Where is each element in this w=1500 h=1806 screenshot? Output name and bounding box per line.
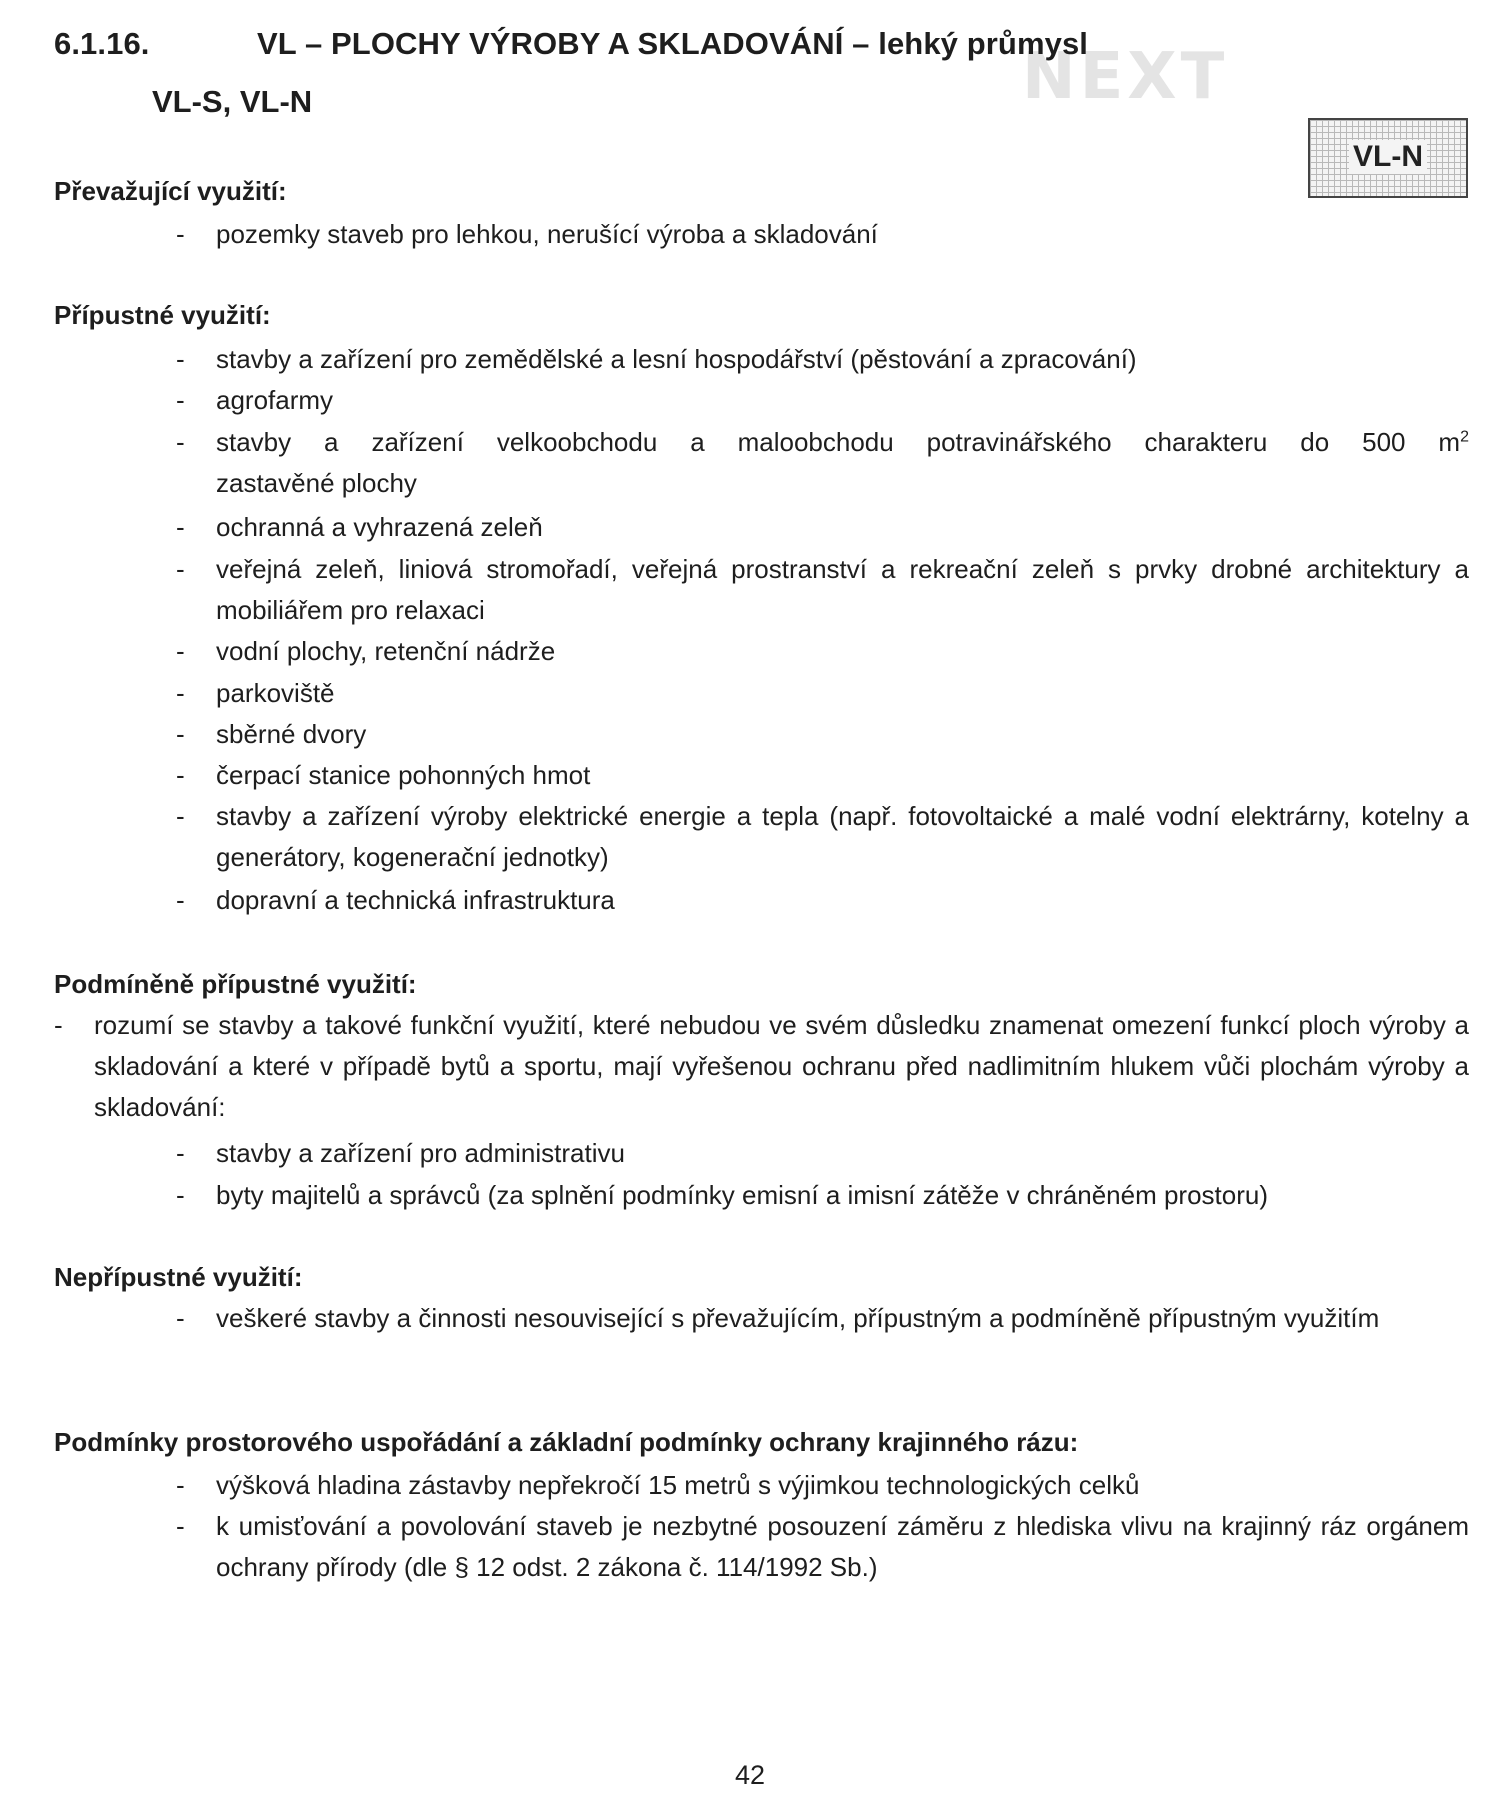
zone-code-label: VL-N bbox=[1349, 140, 1427, 174]
heading-podminene: Podmíněně přípustné využití: bbox=[54, 969, 417, 999]
list-item: - vodní plochy, retenční nádrže bbox=[176, 631, 1469, 672]
section-title: VL – PLOCHY VÝROBY A SKLADOVÁNÍ – lehký průmysl bbox=[257, 26, 1089, 61]
bullet: - bbox=[176, 1511, 185, 1541]
bullet: - bbox=[176, 760, 185, 790]
section-subheading: VL-S, VL-N bbox=[152, 84, 313, 119]
bullet: - bbox=[176, 885, 185, 915]
heading-podminky: Podmínky prostorového uspořádání a základní podmínky ochrany krajinného rázu: bbox=[54, 1427, 1079, 1457]
bullet: - bbox=[176, 801, 185, 831]
list-item: - rozumí se stavby a takové funkční využití, které nebudou ve svém důsledku znamenat omezení funkcí ploch výroby a skladování a které v případě bytů a sportu, mají vyřešenou ochranu před nadlimitním hlukem vůči plochám výroby a skladování: bbox=[54, 1005, 1469, 1128]
page-number: 42 bbox=[734, 1760, 766, 1790]
bullet: - bbox=[176, 344, 185, 374]
list-item: - k umisťování a povolování staveb je nezbytné posouzení záměru z hlediska vlivu na krajinný ráz orgánem ochrany přírody (dle § 12 odst. 2 zákona č. 114/1992 Sb.) bbox=[176, 1506, 1469, 1588]
list-item: - pozemky staveb pro lehkou, nerušící výroba a skladování bbox=[176, 214, 1469, 255]
heading-nepripustne: Nepřípustné využití: bbox=[54, 1262, 303, 1292]
bullet: - bbox=[176, 427, 185, 457]
list-item: - stavby a zařízení pro zemědělské a lesní hospodářství (pěstování a zpracování) bbox=[176, 339, 1469, 380]
zone-code-box bbox=[1308, 118, 1468, 198]
list-item: - stavby a zařízení pro administrativu bbox=[176, 1133, 1469, 1174]
list-item: - byty majitelů a správců (za splnění podmínky emisní a imisní zátěže v chráněném prostoru) bbox=[176, 1175, 1469, 1216]
list-item: - sběrné dvory bbox=[176, 714, 1469, 755]
list-item: - ochranná a vyhrazená zeleň bbox=[176, 507, 1469, 548]
bullet: - bbox=[176, 385, 185, 415]
bullet: - bbox=[176, 678, 185, 708]
list-item: - stavby a zařízení výroby elektrické energie a tepla (např. fotovoltaické a malé vodní elektrárny, kotelny a generátory, kogenerační jednotky) bbox=[176, 796, 1469, 878]
list-item: - stavby a zařízení velkoobchodu a maloobchodu potravinářského charakteru do 500 $m^2$ zastavěné plochy bbox=[176, 422, 1469, 504]
bullet: - bbox=[176, 1303, 185, 1333]
bullet: - bbox=[176, 512, 185, 542]
bullet: - bbox=[176, 719, 185, 749]
list-item: - čerpací stanice pohonných hmot bbox=[176, 755, 1469, 796]
list-item: - parkoviště bbox=[176, 673, 1469, 714]
heading-pripustne: Přípustné využití: bbox=[54, 300, 271, 330]
heading-prevazujici: Převažující využití: bbox=[54, 176, 287, 206]
bullet: - bbox=[176, 554, 185, 584]
bullet: - bbox=[54, 1010, 63, 1040]
bullet: - bbox=[176, 219, 185, 249]
watermark-logo: NEXT bbox=[1022, 40, 1229, 114]
bullet: - bbox=[176, 636, 185, 666]
bullet: - bbox=[176, 1180, 185, 1210]
section-number: 6.1.16. bbox=[54, 26, 150, 61]
list-item: - výšková hladina zástavby nepřekročí 15 metrů s výjimkou technologických celků bbox=[176, 1465, 1469, 1506]
section-heading bbox=[54, 26, 1088, 62]
list-item: - veškeré stavby a činnosti nesouvisející s převažujícím, přípustným a podmíněně přípustným využitím bbox=[176, 1298, 1469, 1339]
bullet: - bbox=[176, 1470, 185, 1500]
bullet: - bbox=[176, 1138, 185, 1168]
list-item: - dopravní a technická infrastruktura bbox=[176, 880, 1469, 921]
list-item: - veřejná zeleň, liniová stromořadí, veřejná prostranství a rekreační zeleň s prvky drobné architektury a mobiliářem pro relaxaci bbox=[176, 549, 1469, 631]
list-item: - agrofarmy bbox=[176, 380, 1469, 421]
